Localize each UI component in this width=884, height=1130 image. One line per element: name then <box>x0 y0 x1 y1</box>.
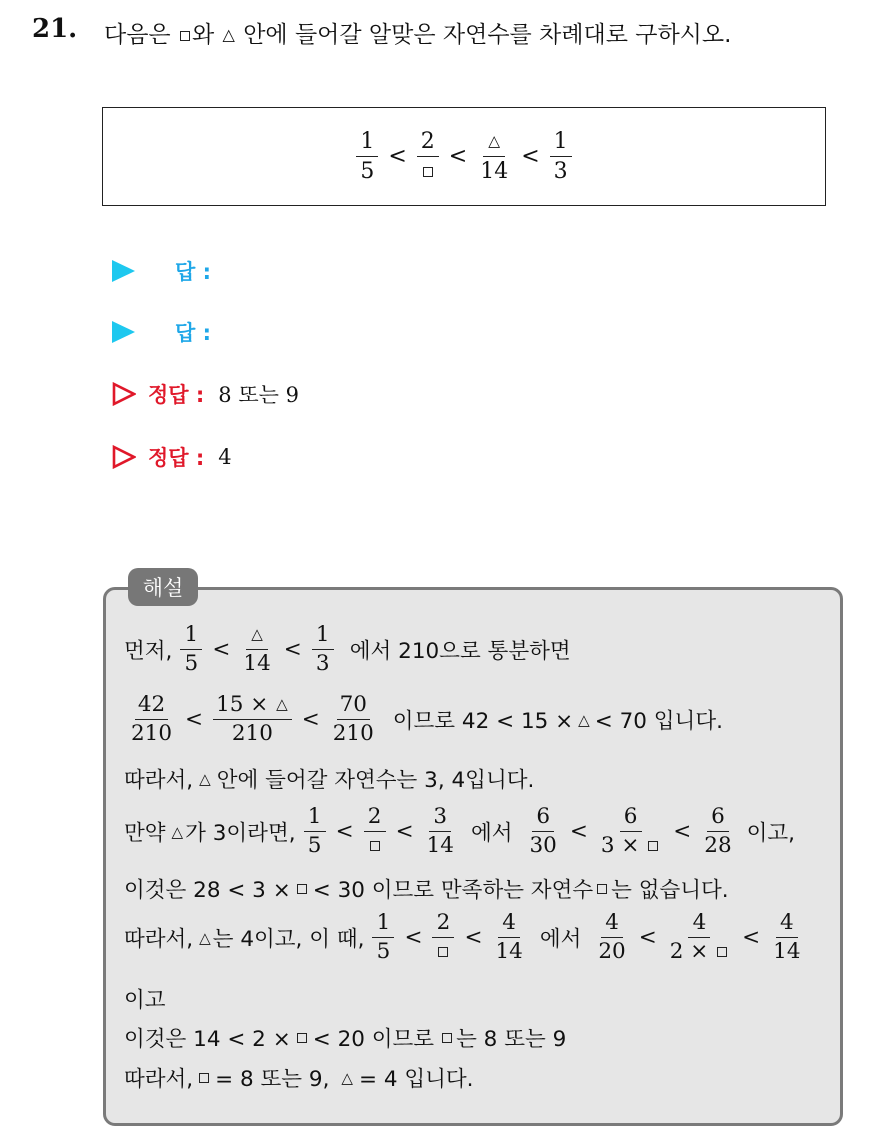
square-symbol <box>180 31 190 41</box>
explanation-line-9: 따라서, = 8 또는 9, △ = 4 입니다. <box>124 1067 474 1092</box>
explanation-line-2: $\frac{42}{210}$ < $\frac{15 \times \triangle}{210}$ < $\frac{70}{210}$ 이므로 42 < 15 × △ < 70 입니다. <box>131 692 723 746</box>
square-symbol <box>370 841 380 851</box>
triangle-symbol: △ <box>199 928 211 947</box>
explanation-line-8: 이것은 14 < 2 × < 20 이므로 는 8 또는 9 <box>124 1027 567 1052</box>
fraction: 2 <box>417 130 439 182</box>
square-symbol <box>717 947 727 957</box>
play-icon <box>112 260 135 282</box>
square-symbol <box>597 884 607 894</box>
square-symbol <box>297 1033 307 1043</box>
explanation-line-7: 이고 <box>124 988 166 1013</box>
hollow-play-icon <box>112 445 136 469</box>
triangle-symbol: △ <box>222 25 235 44</box>
key-label: 정답 : <box>148 383 205 407</box>
play-icon <box>112 321 135 343</box>
fraction: $\frac{1}{3}$ <box>550 130 572 182</box>
key-value: 8 또는 9 <box>218 383 299 407</box>
square-symbol <box>199 1073 209 1083</box>
fraction: $\frac{\triangle}{14}$ <box>480 132 509 184</box>
key-row-2 <box>112 440 232 474</box>
triangle-symbol: △ <box>171 822 184 841</box>
square-symbol <box>442 1033 452 1043</box>
question-number: 21. <box>32 14 78 44</box>
explanation-line-4: 만약 △ 가 3이라면, $\frac{1}{5}$ < 2 < $\frac{3}{14}$ 에서 $\frac{6}{30}$ < $\frac{6}{3 \times}$ < $\frac{6}{28}$ 이고, <box>124 804 795 858</box>
fraction: $\frac{1}{5}$ <box>356 130 378 182</box>
key-value: 4 <box>218 445 232 469</box>
hollow-play-icon <box>112 382 136 406</box>
explanation-line-6: 따라서, △ 는 4이고, 이 때, $\frac{1}{5}$ < 2 < $\frac{4}{14}$ 에서 $\frac{4}{20}$ < $\frac{4}{2 \times}$ < $\frac{4}{14}$ <box>124 910 801 964</box>
question-text: 다음은 와 △ 안에 들어갈 알맞은 자연수를 차례대로 구하시오. <box>104 22 732 48</box>
explanation-line-3: 따라서, △ 안에 들어갈 자연수는 3, 4입니다. <box>124 768 535 793</box>
answer-row-1 <box>112 254 211 288</box>
square-symbol <box>297 884 307 894</box>
answer-row-2 <box>112 315 211 349</box>
triangle-symbol: △ <box>276 695 288 713</box>
answer-label: 답 : <box>175 321 211 345</box>
explanation-line-5: 이것은 28 < 3 × < 30 이므로 만족하는 자연수 는 없습니다. <box>124 878 729 903</box>
triangle-symbol: △ <box>578 710 590 729</box>
square-symbol <box>438 947 448 957</box>
explanation-line-1: 먼저, $\frac{1}{5}$ < $\frac{\triangle}{14}$ < $\frac{1}{3}$ 에서 210으로 통분하면 <box>124 622 571 676</box>
triangle-symbol: △ <box>341 1068 353 1087</box>
key-row-1 <box>112 377 299 411</box>
inequality: $\frac{1}{5}$ < 2 < $\frac{\triangle}{14}$ < $\frac{1}{3}$ <box>352 130 575 182</box>
explanation-tag: 해설 <box>128 568 198 606</box>
square-symbol <box>648 841 658 851</box>
problem-box <box>102 107 826 206</box>
triangle-symbol: △ <box>488 132 501 151</box>
key-label: 정답 : <box>148 446 205 470</box>
answer-label: 답 : <box>175 260 211 284</box>
triangle-symbol: △ <box>199 769 211 788</box>
triangle-symbol: △ <box>251 625 263 643</box>
square-symbol <box>423 167 433 177</box>
